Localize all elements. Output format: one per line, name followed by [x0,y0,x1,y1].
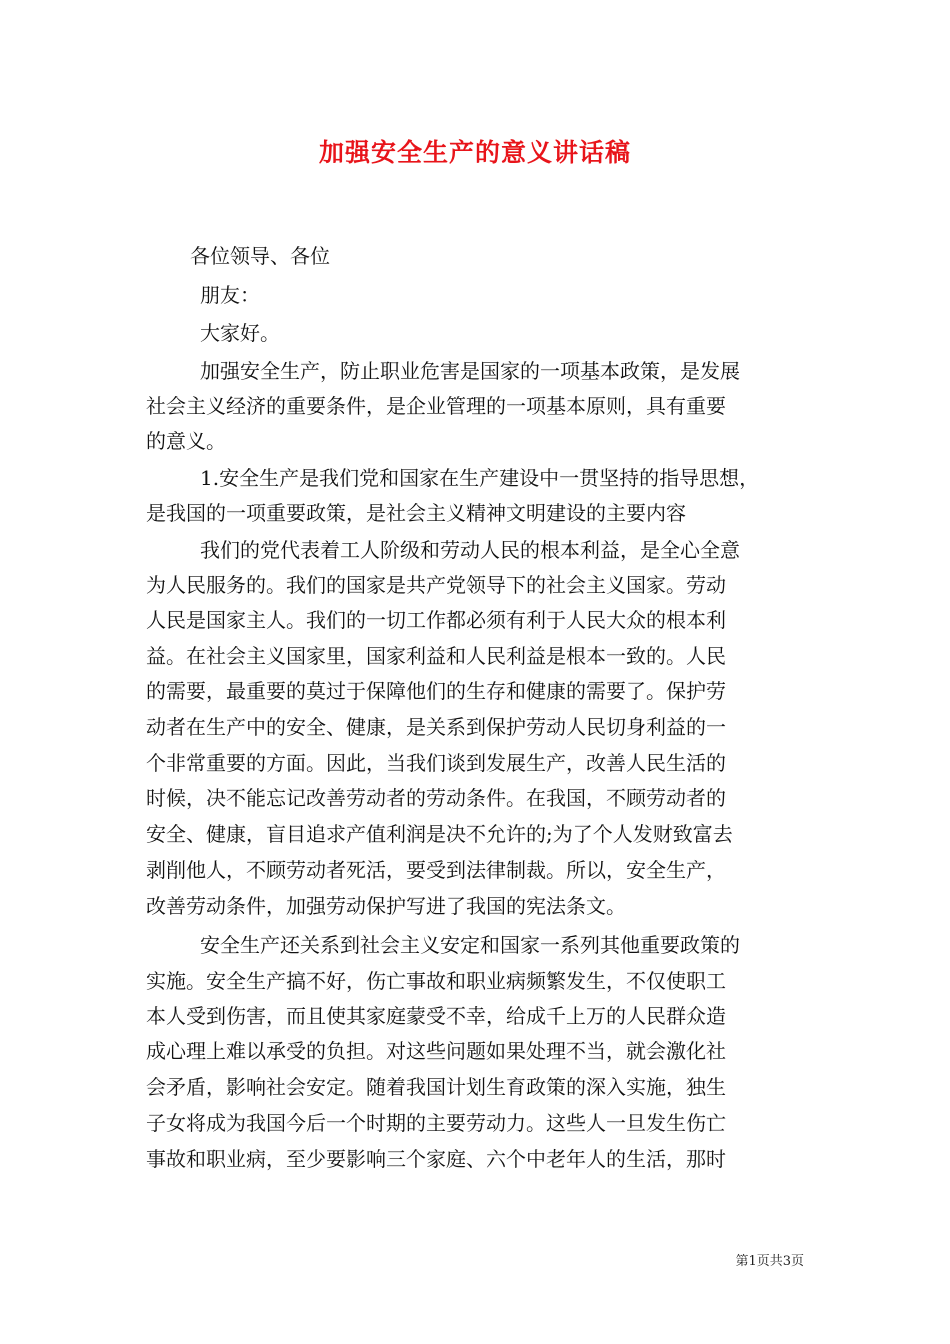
paragraph-line: 安全、健康，盲目追求产值利润是决不允许的;为了个人发财致富去 [146,822,733,846]
paragraph-line: 为人民服务的。我们的国家是共产党领导下的社会主义国家。劳动 [146,573,726,597]
paragraph-line: 安全生产还关系到社会主义安定和国家一系列其他重要政策的 [200,933,740,957]
paragraph-line: 剥削他人，不顾劳动者死活，要受到法律制裁。所以，安全生产， [146,858,726,882]
document-title: 加强安全生产的意义讲话稿 [318,138,631,167]
paragraph-line: 我们的党代表着工人阶级和劳动人民的根本利益，是全心全意 [200,538,740,562]
paragraph-line: 事故和职业病，至少要影响三个家庭、六个中老年人的生活，那时 [146,1147,726,1171]
greeting-line: 朋友： [200,283,260,307]
paragraph-line: 会矛盾，影响社会安定。随着我国计划生育政策的深入实施，独生 [146,1075,726,1099]
paragraph-line: 实施。安全生产搞不好，伤亡事故和职业病频繁发生，不仅使职工 [146,969,726,993]
paragraph-line: 动者在生产中的安全、健康，是关系到保护劳动人民切身利益的一 [146,715,726,739]
paragraph-line: 的需要，最重要的莫过于保障他们的生存和健康的需要了。保护劳 [146,679,726,703]
paragraph-line: 加强安全生产，防止职业危害是国家的一项基本政策，是发展 [200,359,740,383]
section-heading-line: 1.安全生产是我们党和国家在生产建设中一贯坚持的指导思想， [200,466,760,490]
page-indicator: 第1页共3页 [735,1254,804,1269]
paragraph-line: 改善劳动条件，加强劳动保护写进了我国的宪法条文。 [146,894,626,918]
paragraph-line: 益。在社会主义国家里，国家利益和人民利益是根本一致的。人民 [146,644,726,668]
paragraph-line: 本人受到伤害，而且使其家庭蒙受不幸，给成千上万的人民群众造 [146,1004,726,1028]
paragraph-line: 子女将成为我国今后一个时期的主要劳动力。这些人一旦发生伤亡 [146,1111,726,1135]
paragraph-line: 社会主义经济的重要条件，是企业管理的一项基本原则，具有重要 [146,394,726,418]
paragraph-line: 人民是国家主人。我们的一切工作都必须有利于人民大众的根本利 [146,608,726,632]
section-heading-line: 是我国的一项重要政策，是社会主义精神文明建设的主要内容 [146,501,686,525]
paragraph-line: 个非常重要的方面。因此，当我们谈到发展生产，改善人民生活的 [146,751,726,775]
greeting-line: 大家好。 [200,321,280,345]
greeting-line: 各位领导、各位 [190,244,330,268]
paragraph-line: 成心理上难以承受的负担。对这些问题如果处理不当，就会激化社 [146,1039,726,1063]
paragraph-line: 时候，决不能忘记改善劳动者的劳动条件。在我国，不顾劳动者的 [146,786,726,810]
paragraph-line: 的意义。 [146,429,226,453]
